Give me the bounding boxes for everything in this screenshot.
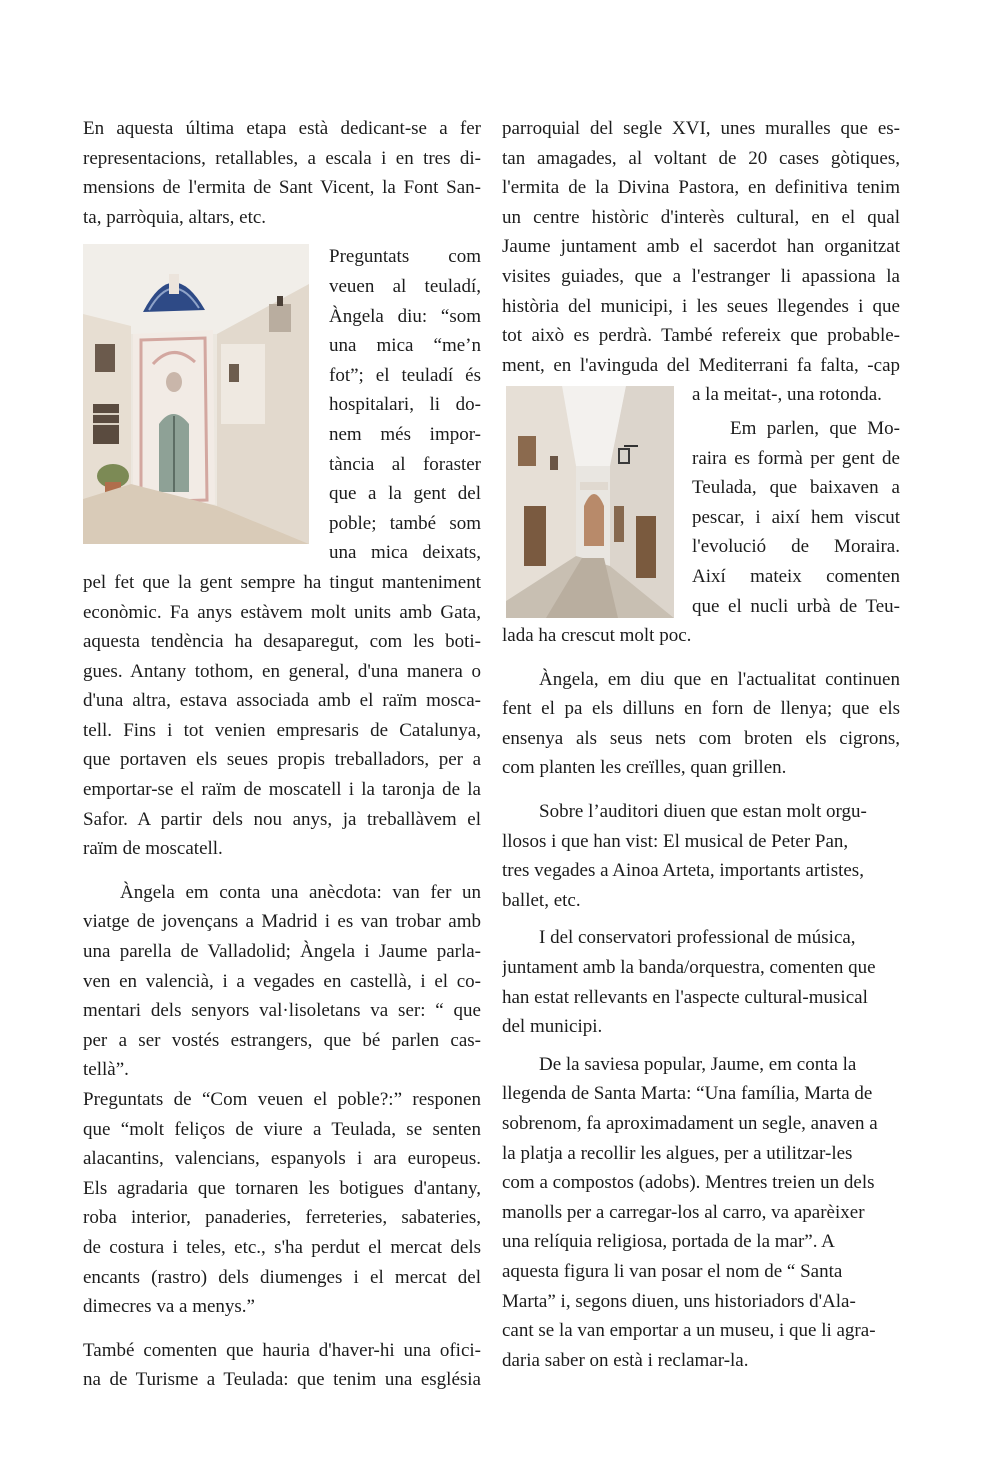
text-line: a la meitat-, una rotonda.	[692, 384, 882, 406]
text-line: Preguntats de “Com veuen el poble?:” responen	[83, 1089, 481, 1110]
text-line: Els agradaria que tornaren les botigues d'antany,	[83, 1177, 481, 1199]
text-line: l'evolució de Moraira.	[692, 536, 900, 558]
text-line: parroquial del segle XVI, unes muralles que es-	[502, 118, 900, 139]
text-line: De la saviesa popular, Jaume, em conta la	[539, 1053, 857, 1075]
text-line: una parella de Valladolid; Àngela i Jaume parla-	[83, 941, 481, 963]
left-paragraph-1	[83, 114, 481, 232]
text-line: una mica “me’n	[329, 335, 481, 357]
text-line: llegenda de Santa Marta: “Una família, Marta de	[502, 1083, 873, 1105]
text-line: dimecres va a menys.”	[83, 1296, 255, 1318]
text-line: També comenten que hauria d'haver-hi una ofici-	[83, 1339, 481, 1361]
text-line: tància al foraster	[329, 453, 481, 475]
text-line: tellà”.	[83, 1059, 129, 1081]
text-line: veuen al teuladí,	[329, 275, 481, 297]
text-line: una mica deixats,	[329, 542, 481, 564]
text-line: I del conservatori professional de música,	[539, 927, 856, 949]
text-line: un centre històric d'interès cultural, en el qual	[502, 206, 900, 228]
text-line: del municipi.	[502, 1016, 603, 1038]
text-line: representacions, retallables, a escala i en tres di-	[83, 147, 481, 169]
text-line: encants (rastro) dels diumenges i el mercat del	[83, 1266, 481, 1288]
right-paragraph-4	[502, 797, 900, 915]
text-line: Sobre l’auditori diuen que estan molt orgu-	[539, 801, 867, 823]
text-line: de costura i teles, etc., s'ha perdut el mercat dels	[83, 1236, 481, 1258]
text-line: cant se la van emportar a un museu, i que li agra-	[502, 1320, 876, 1342]
text-line: ballet, etc.	[502, 889, 581, 911]
text-line: Jaume juntament amb el sacerdot han organitzat	[502, 236, 900, 258]
text-line: Em parlen, que Mo-	[730, 417, 900, 439]
text-line: l'ermita de la Divina Pastora, en definitiva tenim	[502, 177, 900, 199]
text-line: que portaven els seues propis treballadors, per a	[83, 749, 481, 771]
text-line: Àngela em conta una anècdota: van fer un	[120, 881, 481, 903]
text-line: raira es formà per gent de	[692, 447, 900, 469]
text-line: que el nucli urbà de Teu-	[692, 595, 900, 617]
right-paragraph-3	[502, 665, 900, 783]
text-line: daria saber on està i reclamar-la.	[502, 1349, 749, 1371]
right-paragraph-1	[502, 114, 900, 410]
text-line: raïm de moscatell.	[83, 838, 223, 860]
text-line: tres vegades a Ainoa Arteta, importants artistes,	[502, 860, 864, 882]
text-line: gues. Antany tothom, en general, d'una manera o	[83, 660, 481, 682]
text-line: Àngela, em diu que en l'actualitat continuen	[539, 668, 900, 690]
text-line: mensions de l'ermita de Sant Vicent, la Font San-	[83, 177, 481, 199]
text-line: ven en valencià, i a vegades en castellà, i el co-	[83, 970, 481, 992]
left-paragraph-5	[83, 1336, 481, 1395]
text-line: ta, parròquia, altars, etc.	[83, 206, 267, 228]
text-line: per a ser vostés estrangers, que bé parlen cas-	[83, 1029, 481, 1051]
text-line: que “molt feliços de viure a Teulada, se senten	[83, 1118, 481, 1140]
text-line: juntament amb la banda/orquestra, comenten que	[502, 957, 876, 979]
text-line: alacantins, valencians, espanyols i ara europeus.	[83, 1148, 481, 1170]
text-line: poble; també som	[329, 512, 481, 534]
left-paragraph-4	[83, 1085, 481, 1322]
text-line: tot això es perdrà. També refereix que probable-	[502, 325, 900, 347]
text-line: tell. Fins i tot venien empresaris de Catalunya,	[83, 719, 481, 741]
text-line: ensenya als seus nets com broten els cigrons,	[502, 727, 900, 749]
text-line: En aquesta última etapa està dedicant-se a fer	[83, 118, 481, 139]
text-line: emportar-se el raïm de moscatell i la taronja de la	[83, 779, 481, 801]
text-line: sobrenom, fa aproximadament un segle, anaven a	[502, 1113, 878, 1134]
left-paragraph-3	[83, 878, 481, 1085]
text-line: aquesta figura li van posar el nom de “ Santa	[502, 1260, 843, 1282]
left-paragraph-2	[83, 242, 481, 863]
left-column	[83, 114, 481, 1395]
text-line: fot”; el teuladí és	[329, 364, 481, 386]
text-line: Així mateix comenten	[692, 565, 900, 587]
text-line: com planten les creïlles, quan grillen.	[502, 757, 787, 779]
right-column	[502, 114, 900, 1375]
text-line: mentari dels senyors val·lisoletans va ser: “ que	[83, 1000, 481, 1022]
text-line: història del municipi, i les seues llegendes i que	[502, 295, 900, 317]
text-line: la platja a recollir les algues, per a utilitzar-les	[502, 1142, 853, 1164]
text-line: roba interior, panaderies, ferreteries, sabateries,	[83, 1207, 481, 1229]
text-line: manolls per a carregar-los al carro, va aparèixer	[502, 1201, 865, 1223]
text-line: viatge de jovençans a Madrid i es van trobar amb	[83, 911, 481, 933]
text-line: Marta” i, segons diuen, uns historiadors d'Ala-	[502, 1290, 856, 1312]
text-line: visites guiades, que a l'estranger li apassiona la	[502, 265, 900, 287]
text-line: llosos i que han vist: El musical de Peter Pan,	[502, 830, 849, 852]
text-line: que a la gent del	[329, 483, 481, 505]
text-line: han estat rellevants en l'aspecte cultural-musical	[502, 986, 868, 1008]
text-line: ment, en l'avinguda del Mediterrani fa falta, -cap	[502, 354, 900, 376]
text-line: Àngela diu: “som	[329, 305, 481, 327]
right-paragraph-2	[502, 414, 900, 651]
text-line: fent el pa els dilluns en forn de llenya; que els	[502, 698, 900, 720]
text-line: una relíquia religiosa, portada de la mar”. A	[502, 1231, 835, 1253]
text-line: Teulada, que baixaven a	[692, 477, 900, 499]
text-line: pel fet que la gent sempre ha tingut manteniment	[83, 571, 481, 593]
text-line: hospitalari, li do-	[329, 394, 481, 416]
text-line: d'una altra, estava associada amb el raïm mosca-	[83, 690, 481, 712]
text-line: Preguntats com	[329, 246, 481, 268]
text-line: tan amagades, al voltant de 20 cases gòtiques,	[502, 147, 900, 169]
text-line: Safor. A partir dels nou anys, ja treballàvem el	[83, 808, 481, 830]
text-line: na de Turisme a Teulada: que tenim una església	[83, 1369, 481, 1391]
right-paragraph-6	[502, 1050, 900, 1376]
text-line: econòmic. Fa anys estàvem molt units amb Gata,	[83, 601, 481, 623]
text-line: aquesta tendència ha desaparegut, com les boti-	[83, 631, 481, 653]
text-line: pescar, i així hem viscut	[692, 506, 900, 528]
text-line: com a compostos (adobs). Mentres treien un dels	[502, 1172, 875, 1194]
text-line: lada ha crescut molt poc.	[502, 625, 692, 647]
right-paragraph-5	[502, 923, 900, 1041]
text-line: nem més impor-	[329, 423, 481, 445]
